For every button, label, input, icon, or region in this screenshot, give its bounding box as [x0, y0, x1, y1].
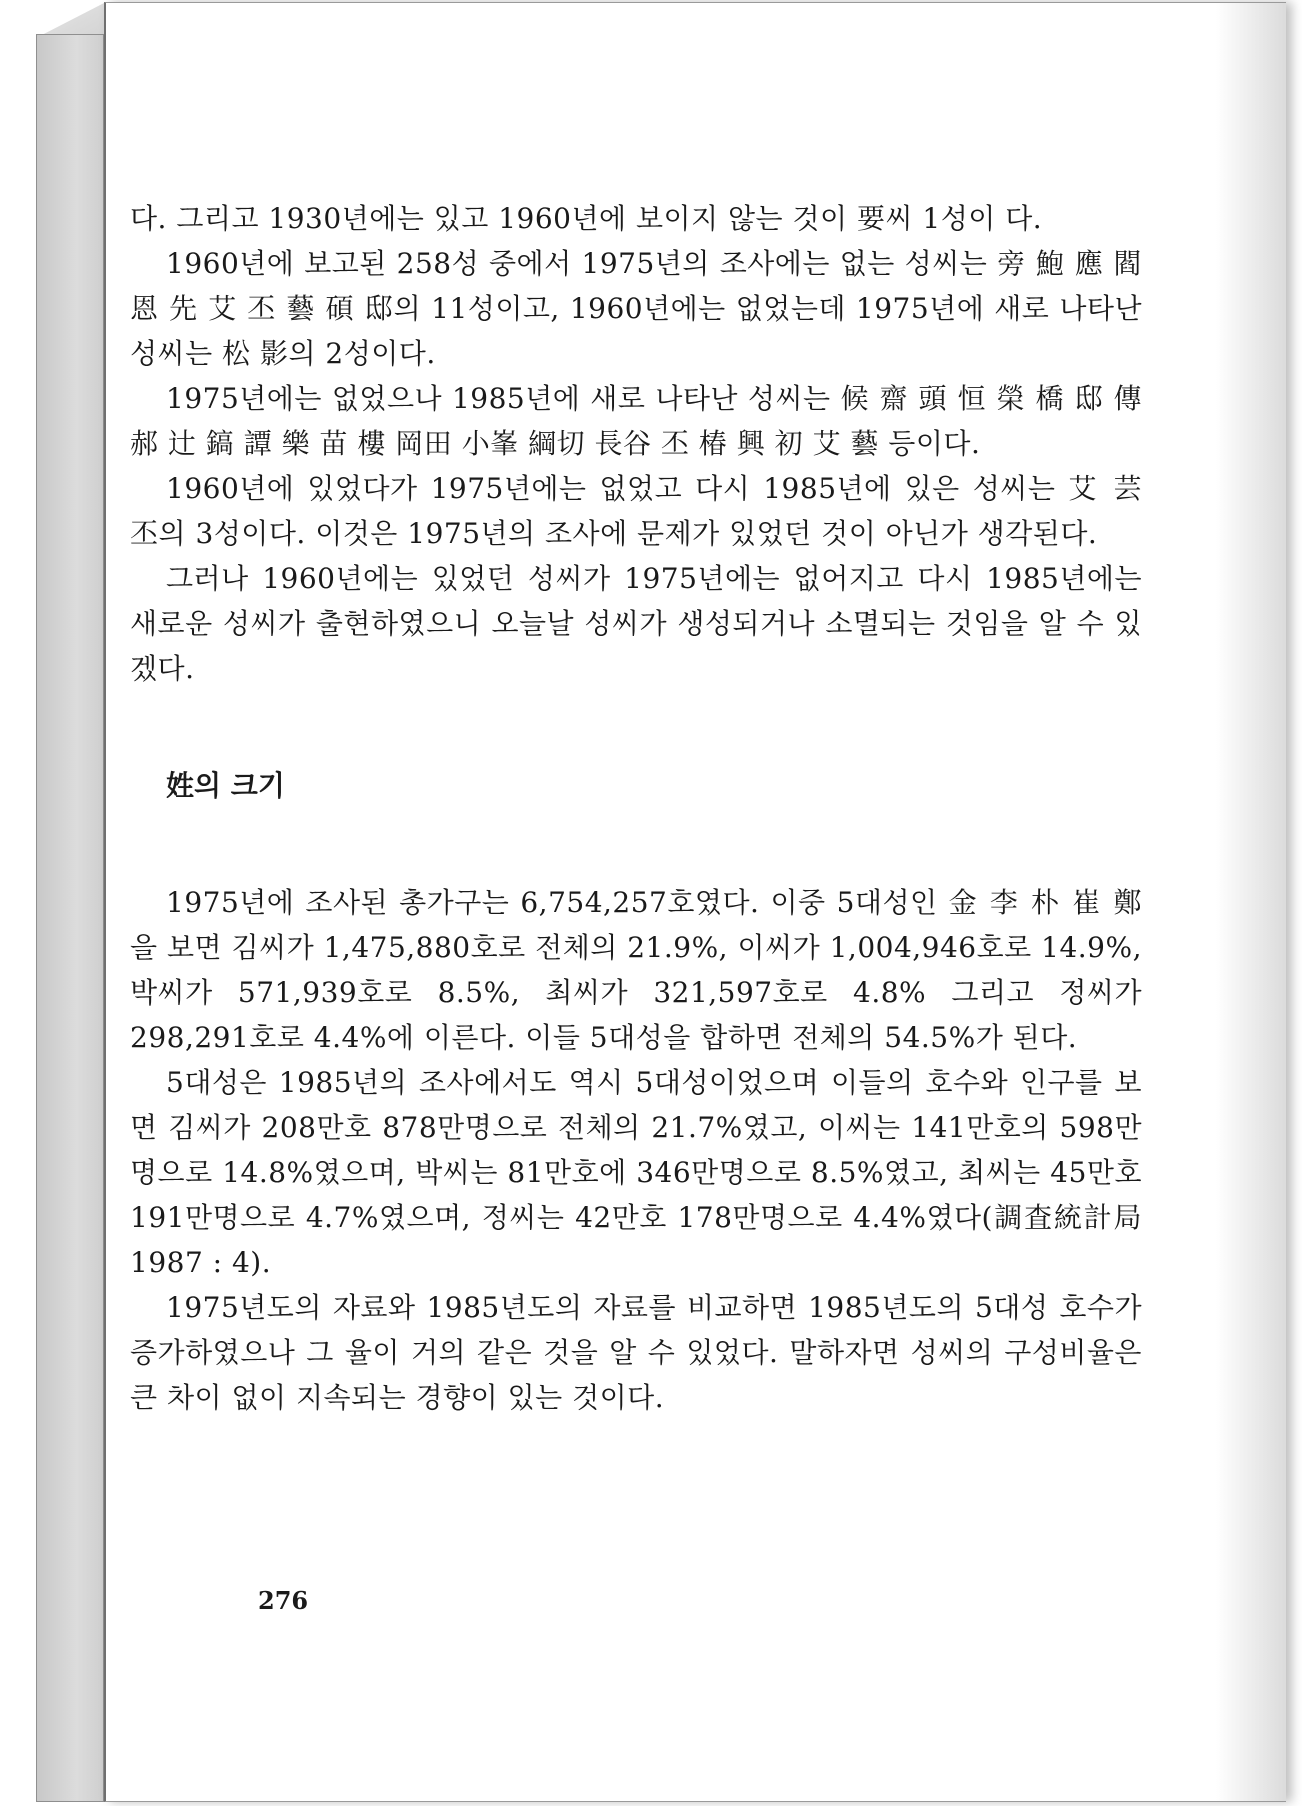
- paragraph: 그러나 1960년에는 있었던 성씨가 1975년에는 없어지고 다시 1985년에는 새로운 성씨가 출현하였으니 오늘날 성씨가 생성되거나 소멸되는 것임을 알 수 있겠다.: [130, 562, 1142, 685]
- paragraph: 다. 그리고 1930년에는 있고 1960년에 보이지 않는 것이 要씨 1성이 다.: [130, 202, 1043, 235]
- page-body: [130, 196, 1142, 1420]
- paragraph: 1975년에 조사된 총가구는 6,754,257호였다. 이중 5대성인 金 李 朴 崔 鄭을 보면 김씨가 1,475,880호로 전체의 21.9%, 이씨가 1,004,946호로 14.9%, 박씨가 571,939호로 8.5%, 최씨가 321,597호로 4.8% 그리고 정씨가 298,291호로 4.4%에 이른다. 이들 5대성을 합하면 전체의 54.5%가 된다.: [130, 886, 1142, 1054]
- paragraph: 5대성은 1985년의 조사에서도 역시 5대성이었으며 이들의 호수와 인구를 보면 김씨가 208만호 878만명으로 전체의 21.7%였고, 이씨는 141만호의 598만명으로 14.8%였으며, 박씨는 81만호에 346만명으로 8.5%였고, 최씨는 45만호 191만명으로 4.7%였으며, 정씨는 42만호 178만명으로 4.4%였다(調査統計局 1987 : 4).: [130, 1066, 1142, 1279]
- paragraph: 1960년에 보고된 258성 중에서 1975년의 조사에는 없는 성씨는 旁 鮑 應 閻 恩 先 艾 丕 藝 碩 邸의 11성이고, 1960년에는 없었는데 1975년에 새로 나타난 성씨는 松 影의 2성이다.: [130, 247, 1142, 370]
- section-spacer: [130, 808, 1142, 880]
- page-number: 276: [258, 1586, 309, 1615]
- paragraph: 1960년에 있었다가 1975년에는 없었고 다시 1985년에 있은 성씨는 艾 芸 丕의 3성이다. 이것은 1975년의 조사에 문제가 있었던 것이 아닌가 생각된다.: [130, 472, 1142, 550]
- paragraph: 1975년도의 자료와 1985년도의 자료를 비교하면 1985년도의 5대성 호수가 증가하였으나 그 율이 거의 같은 것을 알 수 있었다. 말하자면 성씨의 구성비율은 큰 차이 없이 지속되는 경향이 있는 것이다.: [130, 1291, 1142, 1414]
- paragraph: 1975년에는 없었으나 1985년에 새로 나타난 성씨는 候 齋 頭 恒 榮 橋 邸 傳 郝 辻 鎬 譚 樂 苗 樓 岡田 小峯 綱切 長谷 丕 椿 興 初 艾 藝 등이다.: [130, 382, 1142, 460]
- book-spine-side: [36, 34, 104, 1802]
- book-top-edge: [36, 2, 106, 38]
- section-heading: 姓의 크기: [166, 769, 285, 802]
- page-edge-shadow: [1216, 3, 1286, 1801]
